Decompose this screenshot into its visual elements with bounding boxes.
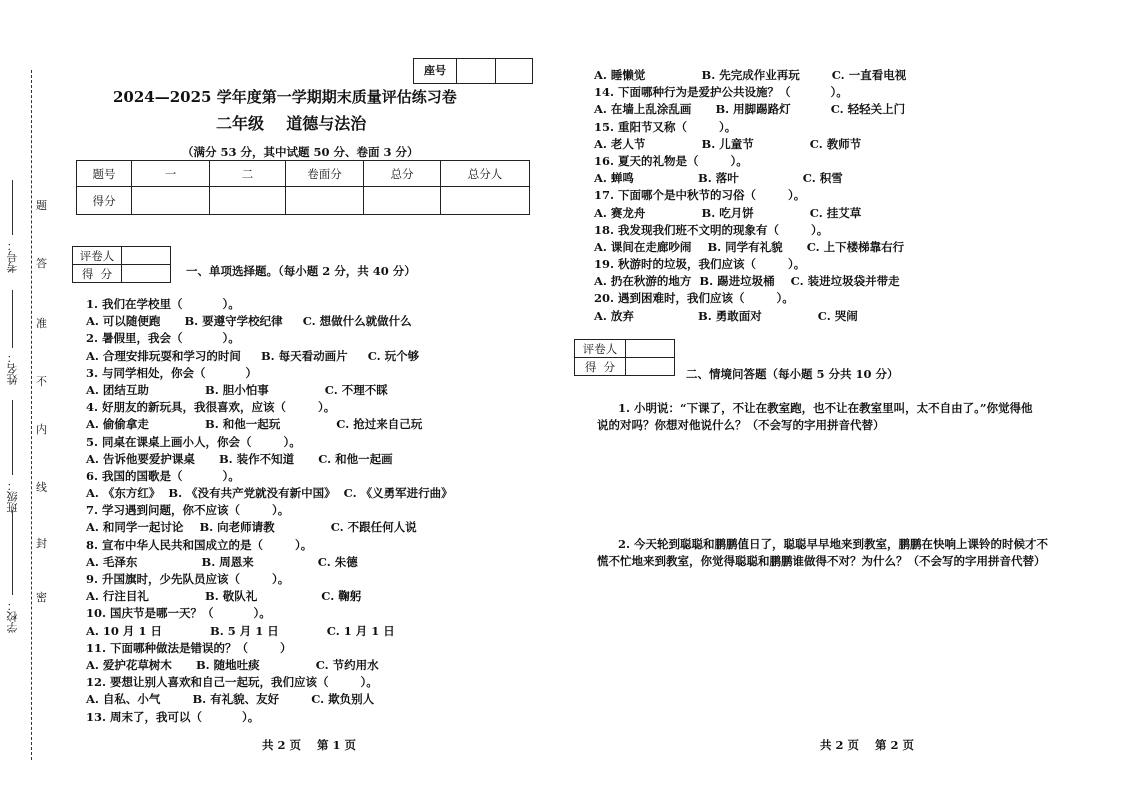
option-line: A. 课间在走廊吵闹 B. 同学有礼貌 C. 上下楼梯靠右行 — [594, 239, 905, 254]
seat-label: 座号 — [414, 59, 457, 83]
question-line: 17. 下面哪个是中秋节的习俗（ ）。 — [594, 188, 806, 203]
seal-char: 密 — [36, 588, 47, 606]
question-line: 19. 秋游时的垃圾，我们应该（ ）。 — [594, 257, 806, 272]
score-table-header: 一 — [132, 161, 210, 187]
question-line: 3. 与同学相处，你会（ ） — [86, 365, 258, 380]
option-line: A. 合理安排玩耍和学习的时间 B. 每天看动画片 C. 玩个够 — [86, 348, 420, 363]
grader-label: 评卷人 — [575, 340, 626, 358]
seal-dashed-line — [31, 70, 32, 760]
question-line: 16. 夏天的礼物是（ ）。 — [594, 153, 748, 168]
school-blank — [12, 510, 13, 595]
left-question-column — [86, 297, 453, 727]
score-table-header: 卷面分 — [286, 161, 364, 187]
grader-box — [574, 339, 675, 376]
page-footer-left: 共 2 页 第 1 页 — [262, 738, 357, 752]
option-line: A. 赛龙舟 B. 吃月饼 C. 挂艾草 — [594, 205, 862, 220]
right-question-column — [594, 68, 906, 326]
grader-cell[interactable] — [626, 358, 675, 376]
grader-cell[interactable] — [122, 265, 171, 283]
situation-question-2-cont: 慌不忙地来到教室，你觉得聪聪和鹏鹏谁做得不对？为什么？（不会写的字用拼音代替） — [597, 554, 1046, 568]
grader-box — [72, 246, 171, 283]
question-line: 8. 宣布中华人民共和国成立的是（ ）。 — [86, 537, 313, 552]
seat-cell[interactable] — [457, 59, 496, 83]
option-line: A. 爱护花草树木 B. 随地吐痰 C. 节约用水 — [86, 657, 379, 672]
grader-cell[interactable] — [626, 340, 675, 358]
section1-title: 一、单项选择题。（每小题 2 分，共 40 分） — [186, 264, 416, 278]
score-cell[interactable] — [441, 187, 530, 215]
exam-number-label: 考号： — [6, 240, 19, 273]
score-table-header: 二 — [210, 161, 286, 187]
seal-char: 答 — [36, 254, 47, 272]
score-cell[interactable] — [132, 187, 210, 215]
option-line: A. 偷偷拿走 B. 和他一起玩 C. 抢过来自己玩 — [86, 417, 423, 432]
option-line: A. 扔在秋游的地方 B. 踢进垃圾桶 C. 装进垃圾袋并带走 — [594, 274, 900, 289]
exam-subtitle: 二年级 道德与法治 — [216, 114, 367, 133]
score-cell[interactable] — [364, 187, 441, 215]
question-line: 1. 我们在学校里（ ）。 — [86, 297, 240, 311]
school-label: 学校： — [6, 600, 19, 633]
option-line: A. 在墙上乱涂乱画 B. 用脚踢路灯 C. 轻轻关上门 — [594, 102, 906, 117]
seal-char: 封 — [36, 534, 47, 552]
situation-question-1: 1. 小明说：“下课了，不让在教室跑，也不让在教室里叫，太不自由了。”你觉得他 — [618, 401, 1033, 415]
question-line: 15. 重阳节又称（ ）。 — [594, 119, 737, 134]
question-line: 12. 要想让别人喜欢和自己一起玩，我们应该（ ）。 — [86, 675, 378, 690]
option-line: A. 行注目礼 B. 敬队礼 C. 鞠躬 — [86, 589, 362, 604]
option-line: A. 可以随便跑 B. 要遵守学校纪律 C. 想做什么就做什么 — [86, 314, 412, 329]
seal-char: 内 — [36, 420, 47, 438]
situation-question-1-cont: 说的对吗？你想对他说什么？（不会写的字用拼音代替） — [597, 418, 885, 432]
page-footer-right: 共 2 页 第 2 页 — [820, 738, 915, 752]
question-line: 18. 我发现我们班不文明的现象有（ ）。 — [594, 222, 829, 237]
score-note: （满分 53 分，其中试题 50 分、卷面 3 分） — [182, 145, 419, 159]
grader-score-label: 得 分 — [73, 265, 122, 283]
grader-score-label: 得 分 — [575, 358, 626, 376]
question-line: 14. 下面哪种行为是爱护公共设施？（ ）。 — [594, 85, 848, 100]
score-row-label: 得分 — [77, 187, 132, 215]
question-line: 7. 学习遇到问题，你不应该（ ）。 — [86, 503, 290, 518]
question-line: 10. 国庆节是哪一天？（ ）。 — [86, 606, 271, 621]
option-line: A. 睡懒觉 B. 先完成作业再玩 C. 一直看电视 — [594, 68, 907, 82]
exam-number-blank — [12, 180, 13, 235]
seat-cell[interactable] — [496, 59, 532, 83]
score-cell[interactable] — [286, 187, 364, 215]
score-table-header: 题号 — [77, 161, 132, 187]
name-label: 姓名： — [6, 352, 19, 385]
score-table — [76, 160, 530, 215]
option-line: A. 老人节 B. 儿童节 C. 教师节 — [594, 136, 862, 151]
grader-cell[interactable] — [122, 247, 171, 265]
question-line: 2. 暑假里，我会（ ）。 — [86, 331, 240, 346]
seal-char: 题 — [36, 196, 47, 214]
option-line: A. 10 月 1 日 B. 5 月 1 日 C. 1 月 1 日 — [86, 623, 395, 638]
option-line: A. 《东方红》 B. 《没有共产党就没有新中国》 C. 《义勇军进行曲》 — [86, 486, 453, 501]
answer-area-1[interactable] — [597, 440, 1057, 530]
score-table-header: 总分人 — [441, 161, 530, 187]
question-line: 20. 遇到困难时，我们应该（ ）。 — [594, 291, 794, 306]
section2-title: 二、情境问答题（每小题 5 分共 10 分） — [686, 367, 899, 381]
seal-char: 不 — [36, 372, 47, 390]
score-table-header: 总分 — [364, 161, 441, 187]
question-line: 4. 好朋友的新玩具，我很喜欢，应该（ ）。 — [86, 400, 336, 415]
class-blank — [12, 400, 13, 475]
answer-area-2[interactable] — [597, 576, 1057, 716]
question-line: 11. 下面哪种做法是错误的？（ ） — [86, 640, 292, 655]
question-line: 13. 周末了，我可以（ ）。 — [86, 709, 260, 724]
question-line: 9. 升国旗时，少先队员应该（ ）。 — [86, 572, 290, 586]
score-cell[interactable] — [210, 187, 286, 215]
exam-title: 2024—2025 学年度第一学期期末质量评估练习卷 — [113, 88, 457, 106]
question-line: 6. 我国的国歌是（ ）。 — [86, 468, 240, 483]
seal-char: 准 — [36, 314, 47, 332]
seat-number-box — [413, 58, 533, 84]
grader-label: 评卷人 — [73, 247, 122, 265]
class-label: 班级： — [6, 480, 19, 513]
question-line: 5. 同桌在课桌上画小人，你会（ ）。 — [86, 434, 301, 449]
seal-char: 线 — [36, 478, 47, 496]
option-line: A. 和同学一起讨论 B. 向老师请教 C. 不跟任何人说 — [86, 520, 417, 535]
option-line: A. 自私、小气 B. 有礼貌、友好 C. 欺负别人 — [86, 692, 375, 707]
option-line: A. 毛泽东 B. 周恩来 C. 朱德 — [86, 554, 358, 569]
situation-question-2: 2. 今天轮到聪聪和鹏鹏值日了，聪聪早早地来到教室，鹏鹏在快响上课铃的时候才不 — [618, 537, 1049, 551]
option-line: A. 放弃 B. 勇敢面对 C. 哭闹 — [594, 308, 858, 323]
option-line: A. 蝉鸣 B. 落叶 C. 积雪 — [594, 171, 843, 186]
option-line: A. 告诉他要爱护课桌 B. 装作不知道 C. 和他一起画 — [86, 451, 393, 466]
name-blank — [12, 290, 13, 348]
option-line: A. 团结互助 B. 胆小怕事 C. 不理不睬 — [86, 382, 388, 397]
